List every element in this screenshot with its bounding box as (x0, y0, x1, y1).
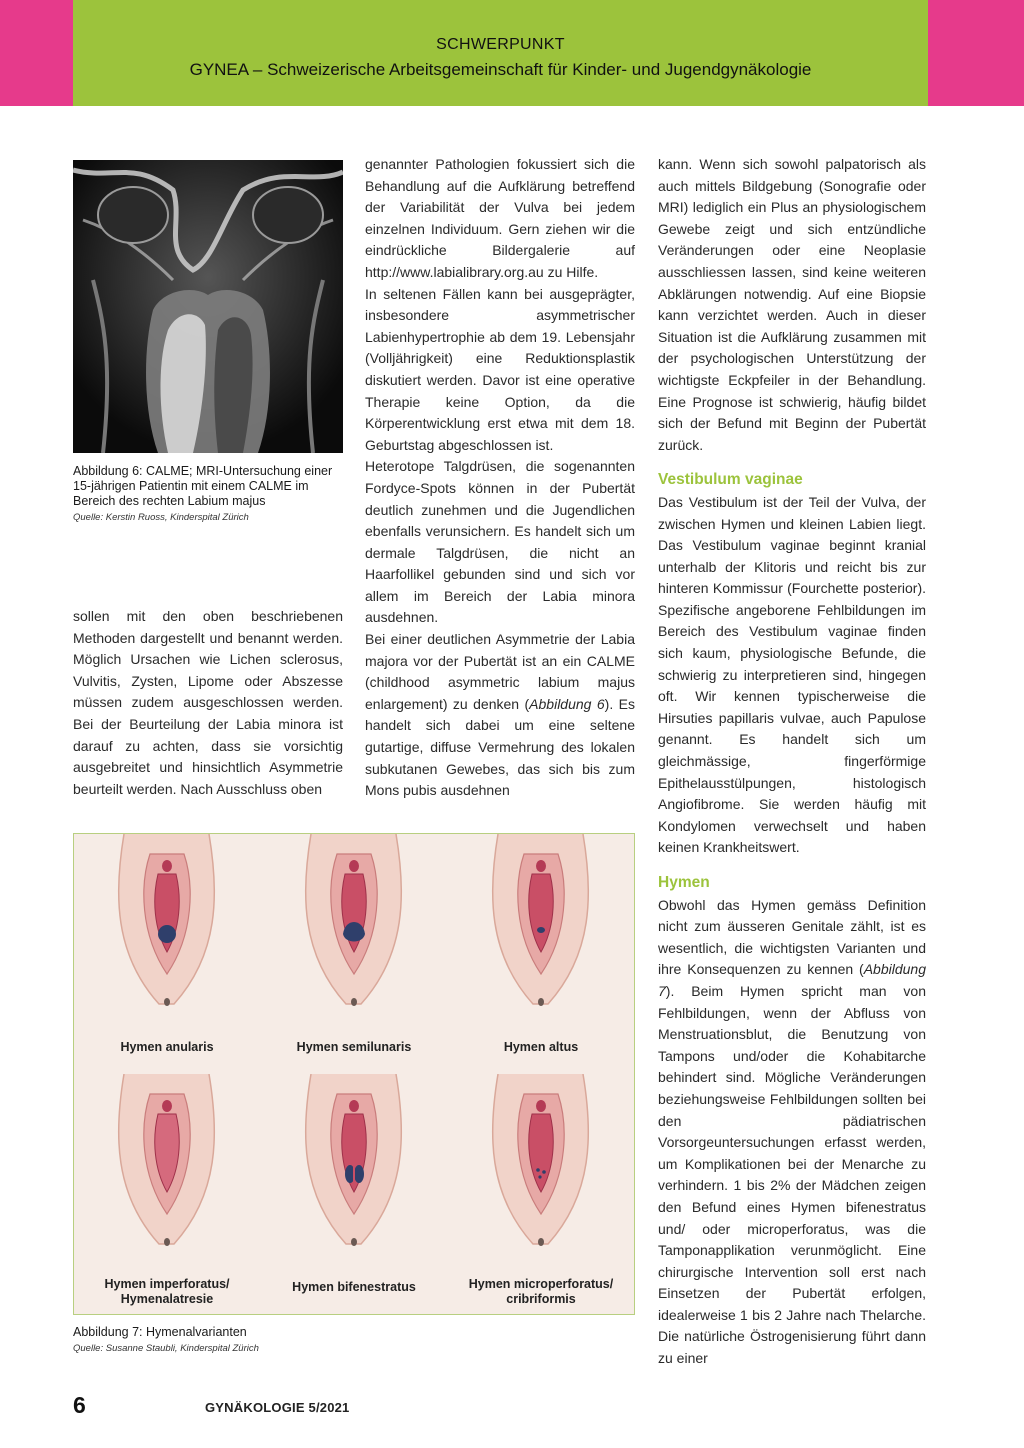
col2-p4-start: Bei einer deutlichen Asymmetrie der Labia majora vor der Pubertät ist an ein CALME (childhood asymmetric labium majus enlargement) zu denken ( (365, 631, 635, 712)
hymen-label (448, 1277, 634, 1307)
col2-paragraph-4 (365, 629, 635, 802)
figure-7-source: Quelle: Susanne Staubli, Kinderspital Zürich (73, 1343, 259, 1354)
hymen-label-line-1: Hymen microperforatus/ (468, 1277, 614, 1291)
figure-6-source: Quelle: Kerstin Ruoss, Kinderspital Zürich (73, 512, 249, 523)
hymen-panel (261, 1074, 447, 1314)
banner-accent-right (928, 0, 1024, 106)
figure-7-illustration (73, 833, 635, 1315)
heading-hymen: Hymen (658, 874, 710, 891)
col2-p4-end: ). Es handelt sich dabei um eine seltene gutartige, diffuse Vermehrung des lokalen subkutanen Gewebes, das sich bis zum Mons pubis ausdehnen (365, 695, 635, 799)
page-number: 6 (73, 1392, 86, 1418)
hymen-microperforatus-illustration (448, 1074, 634, 1274)
hymen-panel (261, 834, 447, 1074)
hymen-label: Hymen altus (503, 1040, 579, 1054)
hymen-panel (74, 834, 260, 1074)
col2-paragraph-2: In seltenen Fällen kann bei ausgeprägter, insbesondere asymmetrischer Labienhypertrophie ab dem 19. Lebensjahr (Volljährigkeit) eine Reduktionsplastik diskutiert werden. Davor ist eine operative Therapie keine Option, da die Körperentwicklung erst etwa mit dem 18. Geburtstag abgeschlossen ist. (365, 285, 635, 453)
journal-issue: GYNÄKOLOGIE 5/2021 (205, 1400, 350, 1415)
figure-6-reference: Abbildung 6 (529, 695, 605, 712)
hymen-bifenestratus-illustration (261, 1074, 447, 1274)
hymen-label: Hymen anularis (120, 1040, 214, 1054)
col2-paragraph-1: genannter Pathologien fokussiert sich die Behandlung auf die Aufklärung betreffend der Variabilität der Vulva bei jedem einzelnen Individuum. Gern ziehen wir die eindrückliche Bildergalerie auf http://www.labialibrary.org.au zu Hilfe. (365, 156, 635, 280)
figure-6-mri-image (73, 160, 343, 453)
header-banner (0, 0, 1024, 106)
section-kicker: SCHWERPUNKT (436, 36, 565, 53)
col2-paragraph-3: Heterotope Talgdrüsen, die sogenannten Fordyce-Spots können in der Pubertät deutlich zunehmen und die Jugendlichen ebenfalls verunsichern. Es handelt sich um dermale Talgdrüsen, die nicht an Haarfollikel gebunden sind und sich vor allem im Bereich der Labia minora ausdehnen. (365, 458, 635, 626)
col3-paragraph-3 (658, 895, 926, 1370)
hymen-label-line-2: Hymenalatresie (120, 1292, 214, 1306)
column-2-text (365, 154, 635, 802)
hymen-panel (448, 1074, 634, 1314)
col3-paragraph-2: Das Vestibulum ist der Teil der Vulva, der zwischen Hymen und kleinen Labien liegt. Das Vestibulum vaginae beginnt kranial unterhalb der Klitoris und reicht bis zur hinteren Kommissur (Fourchette posterior). Spezifische angeborene Fehlbildungen im Bereich des Vestibulum vaginae finden sich kaum, physiologische Befunde, die schwierig zu interpretieren sind, hingegen oft. Wir kennen typischerweise die Hirsuties papillaris vulvae, auch Papulose genannt. Es handelt sich um gleichmässige, fingerförmige Epithelausstülpungen, histologisch Angiofibrome. Sie werden häufig mit Kondylomen verwechselt und haben keinen Krankheitswert. (658, 493, 926, 856)
column-3-text (658, 154, 926, 1370)
hymen-panel (448, 834, 634, 1074)
hymen-altus-illustration (448, 834, 634, 1034)
col3-paragraph-1: kann. Wenn sich sowohl palpatorisch als auch mittels Bildgebung (Sonografie oder MRI) lediglich ein Plus an physiologischem Gewebe zeigt und sich entzündliche Veränderungen oder eine Neoplasie ausschliessen lassen, sind keine weiteren Abklärungen notwendig. Auf eine Biopsie kann verzichtet werden. Auch in dieser Situation ist die Aufklärung zusammen mit der psychologischen Unterstützung der wichtigste Eckpfeiler in der Behandlung. Eine Prognose ist schwierig, häufig bildet sich der Befund mit Beginn der Pubertät zurück. (658, 156, 926, 453)
banner-accent-left (0, 0, 73, 106)
hymen-semilunaris-illustration (261, 834, 447, 1034)
hymen-anularis-illustration (74, 834, 260, 1034)
figure-6-caption (73, 464, 345, 525)
col3-p3-end: ). Beim Hymen spricht man von Fehlbildungen, wenn der Abfluss von Menstruationsblut, die Benutzung von Tampons und/oder die Kohabitarche behindert sind. Mögliche Veränderungen beziehungsweise Fehlbildungen sollten bei den pädiatrischen Vorsorgeuntersuchungen erfasst werden, um Komplikationen bei der Menarche zu verhindern. 1 bis 2% der Mädchen zeigen den Befund eines Hymen bifenestratus und/ oder microperforatus, was die Tamponapplikation verunmöglicht. Eine chirurgische Intervention soll erst nach Einsetzen der Pubertät erfolgen, idealerweise 1 bis 2 Jahre nach Thelarche. Die natürliche Östrogenisierung führt dann zu einer (658, 982, 926, 1367)
column-1-text (73, 606, 343, 800)
hymen-label: Hymen bifenestratus (292, 1280, 416, 1294)
hymen-label-line-2: cribriformis (506, 1292, 576, 1306)
hymen-imperforatus-illustration (74, 1074, 260, 1274)
col1-paragraph: sollen mit den oben beschriebenen Methoden dargestellt und benannt werden. Möglich Ursachen wie Lichen sclerosus, Vulvitis, Zysten, Lipome oder Abszesse müssen zudem ausgeschlossen werden. Bei der Beurteilung der Labia minora ist darauf zu achten, dass sie vorsichtig ausgebreitet und hinsichtlich Asymmetrie beurteilt werden. Nach Ausschluss oben (73, 608, 343, 797)
figure-7-caption (73, 1325, 633, 1356)
heading-vestibulum-vaginae: Vestibulum vaginae (658, 471, 803, 489)
section-title: GYNEA – Schweizerische Arbeitsgemeinschaft für Kinder- und Jugendgynäkologie (189, 60, 812, 79)
figure-6-caption-text: Abbildung 6: CALME; MRI-Untersuchung einer 15-jährigen Patientin mit einem CALME im Bereich des rechten Labium majus (73, 464, 333, 508)
hymen-label (74, 1277, 260, 1307)
figure-7-caption-text: Abbildung 7: Hymenalvarianten (73, 1325, 247, 1339)
col3-p3-start: Obwohl das Hymen gemäss Definition nicht zum äusseren Genitale zählt, ist es wesentlich, die wichtigsten Varianten und ihre Konsequenzen zu kennen ( (658, 896, 926, 978)
hymen-label-line-1: Hymen imperforatus/ (104, 1277, 230, 1291)
hymen-panel (74, 1074, 260, 1314)
figure-7-reference: Abbildung 7 (658, 961, 926, 999)
hymen-label: Hymen semilunaris (296, 1040, 412, 1054)
